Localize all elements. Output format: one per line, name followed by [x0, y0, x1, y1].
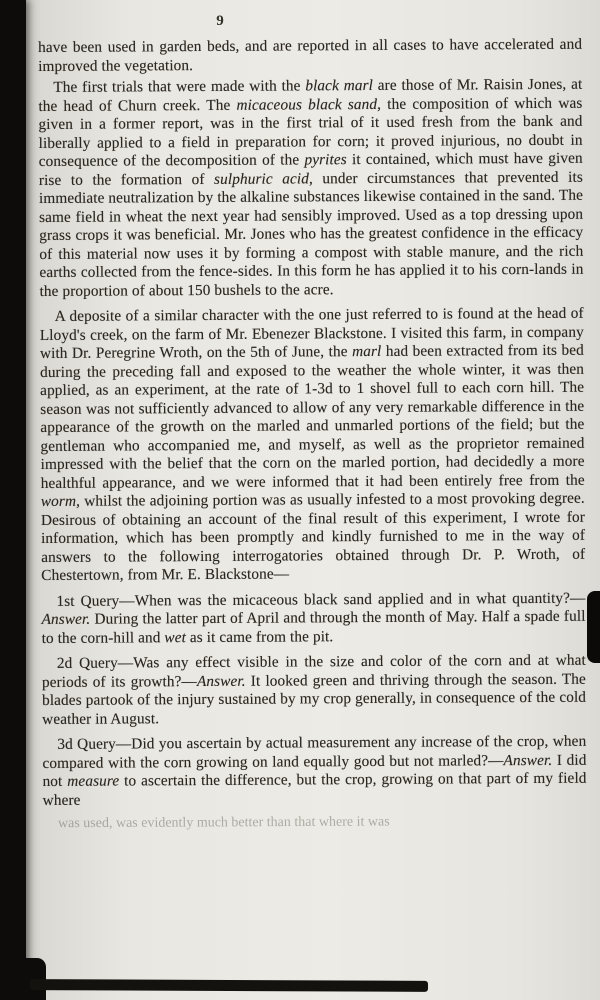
- text-run: have been used in garden beds, and are reported in all cases to have accelerated and improved the vegetation.: [38, 35, 583, 75]
- scan-artifact-right-edge: [587, 591, 600, 663]
- text-run: measure: [67, 772, 120, 790]
- text-run: Answer.: [41, 610, 91, 628]
- text-run: as it came from the pit.: [185, 627, 334, 646]
- text-run: I did not: [42, 751, 587, 790]
- text-run: , under circumstances that prevented its immediate neutralization by the alkaline substances likewise contained in the sand. The same field in wheat the next year had sensibly improved. Used as a top dressing upon grass crops it was beneficial. Mr. Jones who has the greatest confidence in the efficacy of this material now uses it by forming a compost with stable manure, and the rich earths collected from the fence-sides. In this form he has applied it to his corn-lands in the proportion of about 150 bushels to the acre.: [38, 168, 584, 300]
- text-run: It looked green and thriving through the season. The blades partook of the injury sustained by my crop generally, in consequence of the cold weather in August.: [41, 670, 587, 728]
- text-run: micaceous black sand: [236, 95, 378, 114]
- text-run: Answer.: [503, 751, 553, 769]
- text-run: 3d Query—Did you ascertain by actual measurement any increase of the crop, when compared with the corn growing on land equally good but not marled?—: [42, 732, 587, 772]
- paragraph-black-marl-trials: [38, 76, 583, 301]
- book-binding-shadow: [0, 0, 26, 1000]
- text-run: , whilst the adjoining portion was as usually infested to a most provoking degree. Desirous of obtaining an account of the final result of this experiment, I wrote for information, which has been promptly and kindly furnished to me in the way of answers to the following interrogatories obtained through Dr. P. Wroth, of Chestertown, from Mr. E. Blackstone—: [40, 489, 586, 584]
- text-run: sulphuric acid: [213, 169, 309, 188]
- paragraph-continuation: [38, 36, 582, 76]
- text-run: , the composition of which was given in a former report, was in the first trial of it used fresh from the bank and liberally applied to a field in preparation for corn; it proved injurious, no doubt in consequence of the decomposition of the: [38, 94, 583, 170]
- paragraph-query-1: [41, 589, 585, 648]
- paragraph-query-2: [42, 652, 586, 729]
- text-run: Answer.: [196, 672, 246, 690]
- text-run: are those of Mr. Raisin Jones, at the head of Churn creek. The: [38, 75, 583, 115]
- body-text: [38, 36, 587, 810]
- text-run: to ascertain the difference, but the crop, growing on that part of my field where: [42, 769, 587, 809]
- text-run: During the latter part of April and through the month of May. Half a spade full to the corn-hill and: [41, 607, 586, 647]
- text-run: pyrites: [304, 151, 347, 169]
- text-run: black marl: [305, 76, 374, 95]
- text-run: had been extracted from its bed during the preceding fall and exposed to the weather the whole winter, it was then applied, as an experiment, at the rate of 1-3d to 1 shovel full to each corn hill. The season was not sufficiently advanced to allow of any very remarkable difference in the appearance of the growth on the marled and unmarled portions of the field; but the gentleman who accompanied me, and myself, as well as the proprietor remained impressed with the belief that the corn on the marled portion, had decidedly a more healthful appearance, and we were informed that it had been entirely free from the: [39, 341, 585, 492]
- text-run: 2d Query—Was any effect visible in the size and color of the corn and at what periods of its growth?—: [41, 651, 586, 691]
- page-number: 9: [216, 13, 224, 29]
- text-run: The first trials that were made with the: [53, 77, 306, 96]
- text-run: marl: [352, 342, 382, 361]
- faded-footer-line: was used, was evidently much better than that where it was: [57, 814, 390, 832]
- text-run: wet: [164, 628, 187, 646]
- paragraph-lloyds-creek-experiment: [40, 305, 586, 586]
- text-run: 1st Query—When was the micaceous black sand applied and in what quantity?—: [56, 589, 586, 610]
- text-run: worm: [40, 492, 77, 510]
- paragraph-query-3: [42, 733, 586, 810]
- text-run: A deposite of a similar character with the one just referred to is found at the head of Lloyd's creek, on the farm of Mr. Ebenezer Blackstone. I visited this farm, in company with Dr. Peregrine Wroth, on the 5th of June, the: [39, 304, 584, 362]
- scan-artifact-bottom-bar: [30, 979, 428, 992]
- text-run: it contained, which must have given rise to the formation of: [38, 149, 583, 189]
